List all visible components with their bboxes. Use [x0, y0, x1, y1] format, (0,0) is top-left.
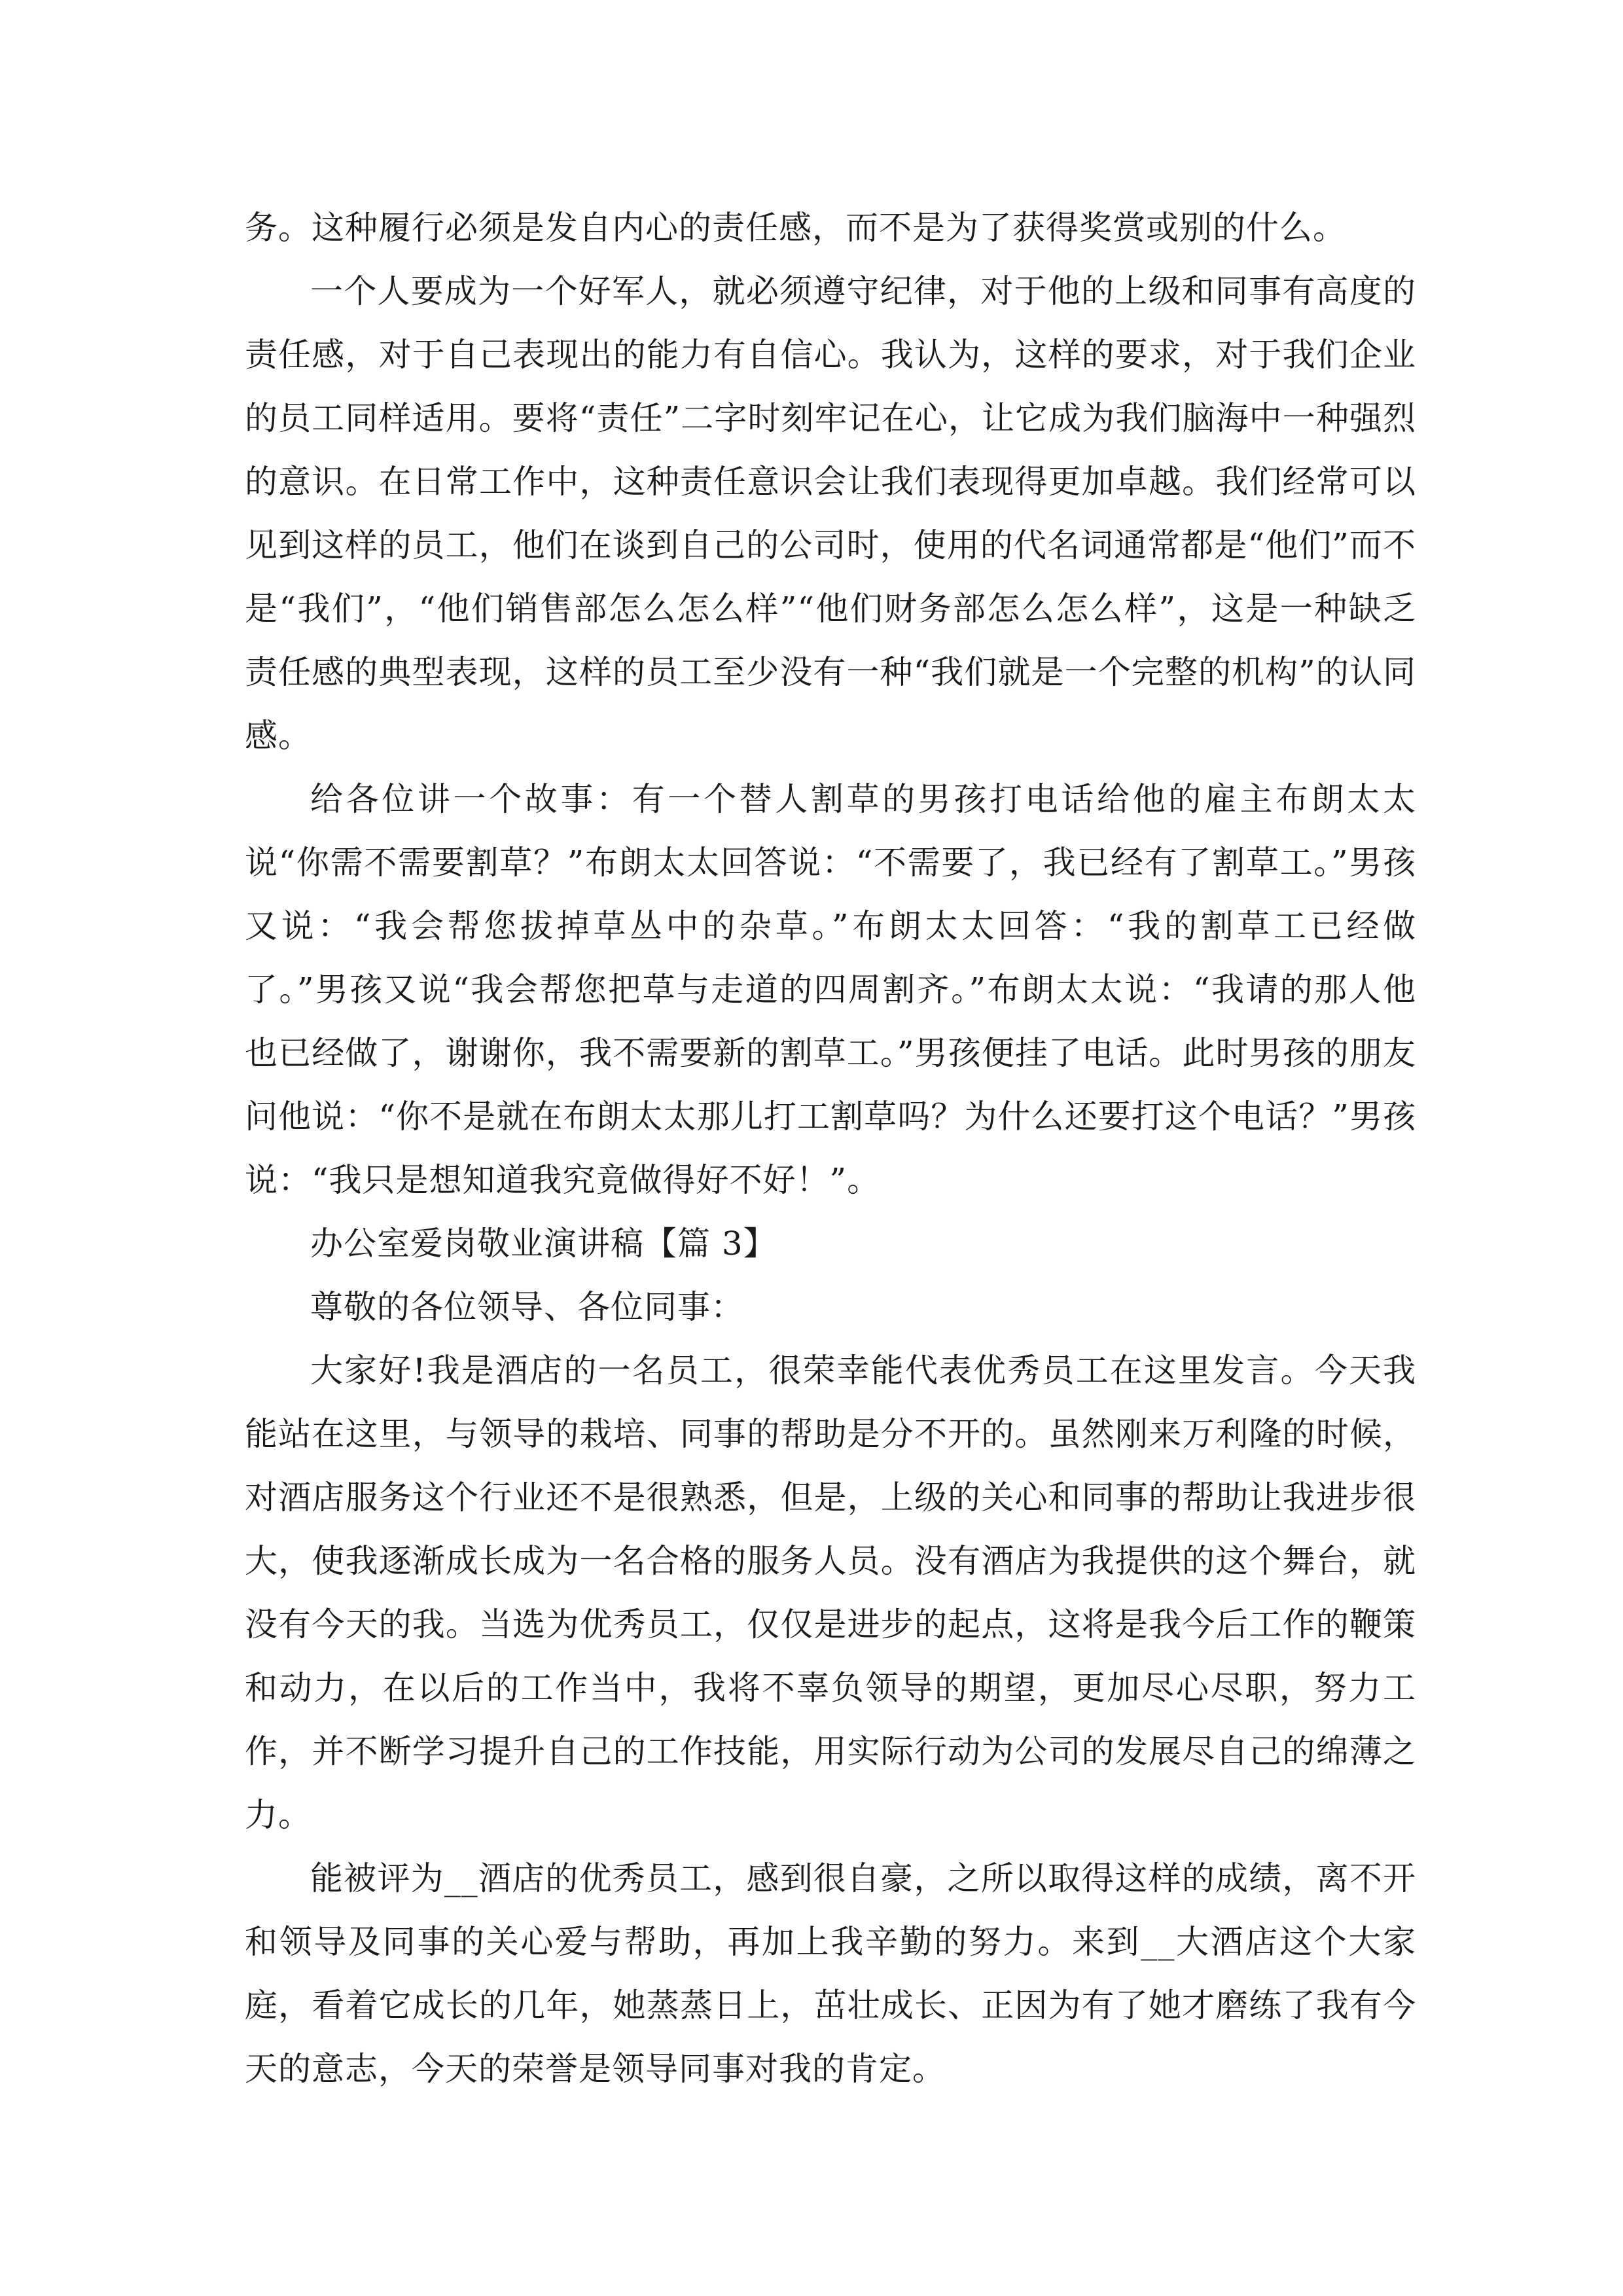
paragraph-soldier-responsibility: 一个人要成为一个好军人，就必须遵守纪律，对于他的上级和同事有高度的责任感，对于自己表现出的能力有自信心。我认为，这样的要求，对于我们企业的员工同样适用。要将“责任”二字时刻牢记在心，让它成为我们脑海中一种强烈的意识。在日常工作中，这种责任意识会让我们表现得更加卓越。我们经常可以见到这样的员工，他们在谈到自己的公司时，使用的代名词通常都是“他们”而不是“我们”，“他们销售部怎么怎么样”“他们财务部怎么怎么样”，这是一种缺乏责任感的典型表现，这样的员工至少没有一种“我们就是一个完整的机构”的认同感。: [245, 272, 1416, 755]
section-title: 办公室爱岗敬业演讲稿【篇 3】: [310, 1225, 777, 1263]
paragraph-speech-intro: 大家好!我是酒店的一名员工，很荣幸能代表优秀员工在这里发言。今天我能站在这里，与领导的栽培、同事的帮助是分不开的。虽然刚来万利隆的时候，对酒店服务这个行业还不是很熟悉，但是，上级的关心和同事的帮助让我进步很大，使我逐渐成长成为一名合格的服务人员。没有酒店为我提供的这个舞台，就没有今天的我。当选为优秀员工，仅仅是进步的起点，这将是我今后工作的鞭策和动力，在以后的工作当中，我将不辜负领导的期望，更加尽心尽职，努力工作，并不断学习提升自己的工作技能，用实际行动为公司的发展尽自己的绵薄之力。: [245, 1352, 1416, 1834]
paragraph-continuation: 务。这种履行必须是发自内心的责任感，而不是为了获得奖赏或别的什么。: [245, 209, 1346, 247]
document-page: [245, 196, 1416, 2101]
paragraph-mowing-story: 给各位讲一个故事：有一个替人割草的男孩打电话给他的雇主布朗太太说“你需不需要割草？”布朗太太回答说：“不需要了，我已经有了割草工。”男孩又说：“我会帮您拔掉草丛中的杂草。”布朗太太回答：“我的割草工已经做了。”男孩又说“我会帮您把草与走道的四周割齐。”布朗太太说：“我请的那人他也已经做了，谢谢你，我不需要新的割草工。”男孩便挂了电话。此时男孩的朋友问他说：“你不是就在布朗太太那儿打工割草吗？为什么还要打这个电话？”男孩说：“我只是想知道我究竟做得好不好！”。: [245, 780, 1416, 1199]
paragraph-speech-pride: 能被评为__酒店的优秀员工，感到很自豪，之所以取得这样的成绩，离不开和领导及同事的关心爱与帮助，再加上我辛勤的努力。来到__大酒店这个大家庭，看着它成长的几年，她蒸蒸日上，茁壮成长、正因为有了她才磨练了我有今天的意志，今天的荣誉是领导同事对我的肯定。: [245, 1859, 1416, 2088]
greeting: 尊敬的各位领导、各位同事：: [310, 1288, 744, 1326]
